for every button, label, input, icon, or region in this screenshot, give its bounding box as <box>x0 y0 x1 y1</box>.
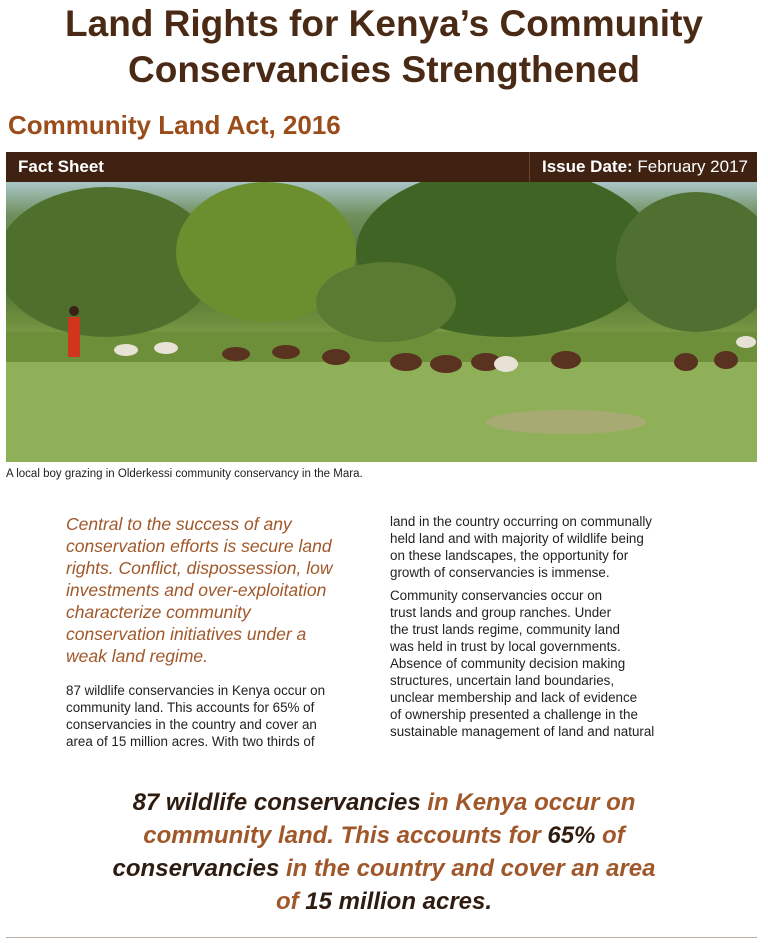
text-line: sustainable management of land and natural <box>390 724 655 739</box>
fact-sheet-bar <box>6 152 757 182</box>
text-line: on these landscapes, the opportunity for <box>390 548 629 563</box>
landscape-photo <box>6 182 757 462</box>
text-line: held land and with majority of wildlife being <box>390 531 644 546</box>
text-line: conservancies in the country and cover an <box>66 717 317 732</box>
lead-paragraph <box>66 513 366 667</box>
text-line: community land. This accounts for 65% of <box>66 700 315 715</box>
text-line: conservation efforts is secure land <box>66 536 332 556</box>
quote-text: 65% <box>547 822 596 849</box>
text-line: Central to the success of any <box>66 514 292 534</box>
page-title <box>0 1 768 93</box>
divider <box>6 937 757 938</box>
pull-quote <box>0 786 768 918</box>
title-line: Conservancies Strengthened <box>128 49 640 90</box>
quote-text: in Kenya occur on <box>420 789 636 816</box>
text-line: the trust lands regime, community land <box>390 622 620 637</box>
issue-date <box>529 152 757 182</box>
quote-text: of <box>275 888 299 915</box>
quote-text: of <box>595 822 625 849</box>
issue-date-value: February 2017 <box>637 157 748 176</box>
text-line: 87 wildlife conservancies in Kenya occur on <box>66 683 326 698</box>
right-body-paragraph-1 <box>390 513 710 581</box>
quote-text: community land. This accounts for <box>143 822 548 849</box>
text-line: conservation initiatives under a <box>66 624 307 644</box>
quote-text: conservancies <box>112 855 280 882</box>
fact-sheet-label: Fact Sheet <box>18 157 104 176</box>
text-line: growth of conservancies is immense. <box>390 565 610 580</box>
text-line: investments and over-exploitation <box>66 580 327 600</box>
text-line: Community conservancies occur on <box>390 588 603 603</box>
text-line: Absence of community decision making <box>390 656 626 671</box>
text-line: rights. Conflict, dispossession, low <box>66 558 333 578</box>
left-body-paragraph <box>66 682 366 750</box>
text-line: structures, uncertain land boundaries, <box>390 673 615 688</box>
text-line: unclear membership and lack of evidence <box>390 690 638 705</box>
right-column <box>390 513 710 740</box>
text-line: trust lands and group ranches. Under <box>390 605 612 620</box>
title-line: Land Rights for Kenya’s Community <box>65 3 703 44</box>
issue-date-label: Issue Date: <box>541 157 633 176</box>
text-line: characterize community <box>66 602 251 622</box>
quote-text: 87 wildlife conservancies <box>132 789 421 816</box>
photo-caption: A local boy grazing in Olderkessi community conservancy in the Mara. <box>6 468 363 480</box>
text-line: land in the country occurring on communally <box>390 514 652 529</box>
text-line: of ownership presented a challenge in the <box>390 707 638 722</box>
subtitle: Community Land Act, 2016 <box>8 110 341 140</box>
quote-text: in the country and cover an area <box>279 855 656 882</box>
text-line: area of 15 million acres. With two thirds of <box>66 734 315 749</box>
right-body-paragraph-2 <box>390 587 710 740</box>
text-line: was held in trust by local governments. <box>390 639 621 654</box>
quote-text: 15 million acres. <box>298 888 493 915</box>
text-line: weak land regime. <box>66 646 209 666</box>
